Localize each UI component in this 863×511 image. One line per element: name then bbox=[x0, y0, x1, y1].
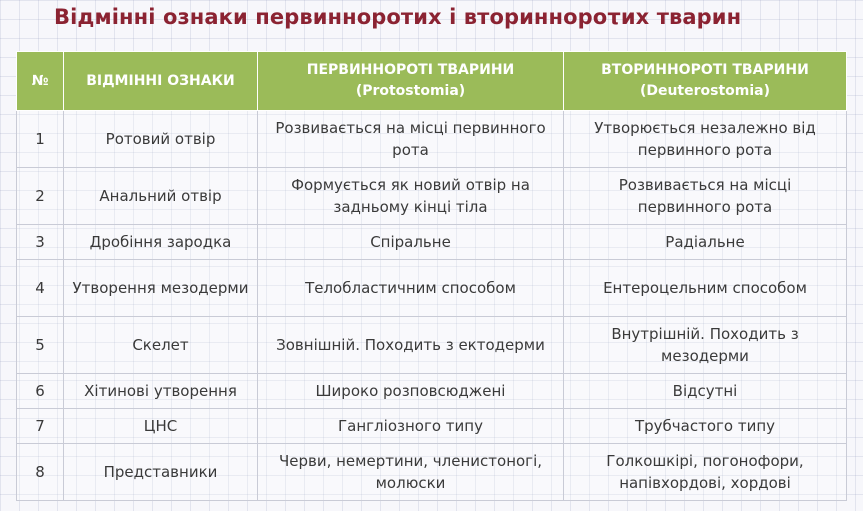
header-protostomes-latin: (Protostomia) bbox=[355, 83, 466, 99]
row-feature: Представники bbox=[64, 444, 258, 501]
row-number: 6 bbox=[17, 374, 64, 409]
row-deuterostomes: Радіальне bbox=[564, 225, 847, 260]
header-feature: ВІДМІННІ ОЗНАКИ bbox=[64, 52, 258, 111]
row-protostomes: Гангліозного типу bbox=[258, 409, 564, 444]
row-number: 2 bbox=[17, 168, 64, 225]
header-deuterostomes-label: ВТОРИННОРОТІ ТВАРИНИ bbox=[601, 62, 809, 78]
row-number: 8 bbox=[17, 444, 64, 501]
row-feature: ЦНС bbox=[64, 409, 258, 444]
table-row bbox=[17, 111, 847, 168]
row-number: 5 bbox=[17, 317, 64, 374]
row-protostomes: Формується як новий отвір на задньому кінці тіла bbox=[258, 168, 564, 225]
row-feature: Ротовий отвір bbox=[64, 111, 258, 168]
table-row bbox=[17, 260, 847, 317]
row-protostomes: Широко розповсюджені bbox=[258, 374, 564, 409]
row-feature: Анальний отвір bbox=[64, 168, 258, 225]
row-deuterostomes: Розвивається на місці первинного рота bbox=[564, 168, 847, 225]
row-protostomes: Розвивається на місці первинного рота bbox=[258, 111, 564, 168]
header-protostomes-label: ПЕРВИННОРОТІ ТВАРИНИ bbox=[306, 62, 515, 78]
row-protostomes: Спіральне bbox=[258, 225, 564, 260]
row-deuterostomes: Внутрішній. Походить з мезодерми bbox=[564, 317, 847, 374]
row-feature: Дробіння зародка bbox=[64, 225, 258, 260]
row-deuterostomes: Утворюється незалежно від первинного рота bbox=[564, 111, 847, 168]
row-feature: Скелет bbox=[64, 317, 258, 374]
table-row bbox=[17, 225, 847, 260]
table-row bbox=[17, 317, 847, 374]
header-number: № bbox=[17, 52, 64, 111]
header-deuterostomes bbox=[564, 52, 847, 111]
row-number: 3 bbox=[17, 225, 64, 260]
row-deuterostomes: Відсутні bbox=[564, 374, 847, 409]
table-row bbox=[17, 374, 847, 409]
row-feature: Хітинові утворення bbox=[64, 374, 258, 409]
header-deuterostomes-latin: (Deuterostomia) bbox=[639, 83, 771, 99]
table-row bbox=[17, 168, 847, 225]
header-protostomes bbox=[258, 52, 564, 111]
table-row bbox=[17, 409, 847, 444]
page-title: Відмінні ознаки первинноротих і вториннороτих тварин bbox=[54, 5, 742, 29]
row-protostomes: Черви, немертини, членистоногі, молюски bbox=[258, 444, 564, 501]
row-number: 1 bbox=[17, 111, 64, 168]
row-deuterostomes: Ентероцельним способом bbox=[564, 260, 847, 317]
row-number: 4 bbox=[17, 260, 64, 317]
row-deuterostomes: Трубчастого типу bbox=[564, 409, 847, 444]
row-protostomes: Телобластичним способом bbox=[258, 260, 564, 317]
row-number: 7 bbox=[17, 409, 64, 444]
row-deuterostomes: Голкошкірі, погонофори, напівхордові, хордові bbox=[564, 444, 847, 501]
header-row bbox=[17, 52, 847, 111]
row-feature: Утворення мезодерми bbox=[64, 260, 258, 317]
table-row bbox=[17, 444, 847, 501]
comparison-table bbox=[16, 51, 847, 501]
row-protostomes: Зовнішній. Походить з ектодерми bbox=[258, 317, 564, 374]
